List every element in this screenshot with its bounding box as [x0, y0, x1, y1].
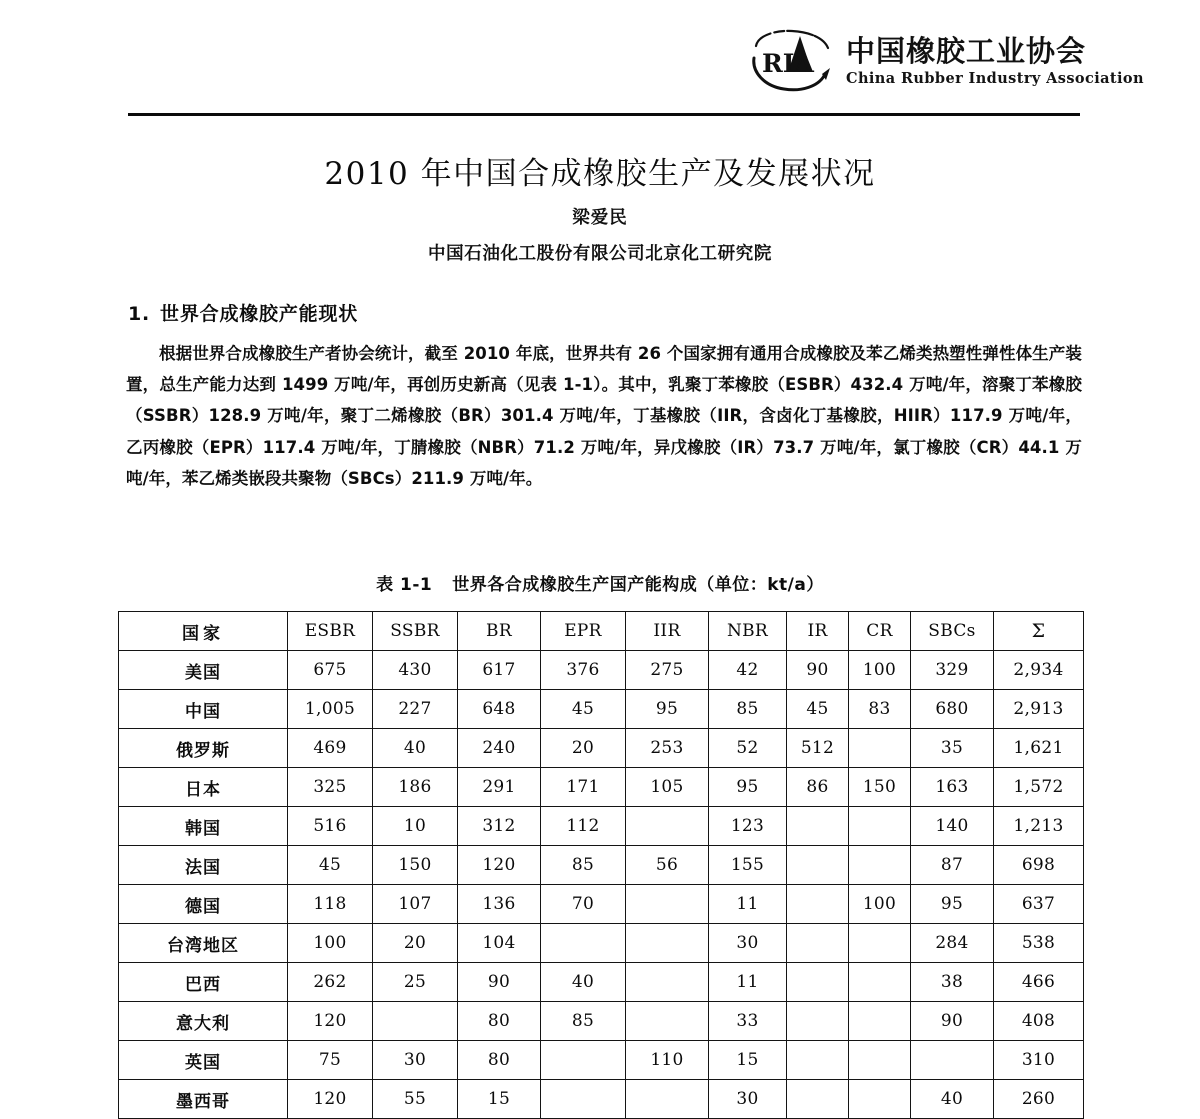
column-header-iir: IIR [626, 612, 709, 651]
ria-monogram-logo-icon [748, 28, 840, 94]
cell-value: 284 [911, 924, 994, 963]
cell-value: 1,213 [994, 807, 1084, 846]
cell-country: 英国 [119, 1041, 288, 1080]
cell-value: 25 [373, 963, 458, 1002]
cell-value: 240 [458, 729, 541, 768]
cell-value: 85 [541, 1002, 626, 1041]
cell-value: 680 [911, 690, 994, 729]
cell-value: 120 [288, 1080, 373, 1119]
cell-value [626, 1002, 709, 1041]
cell-country: 日本 [119, 768, 288, 807]
cell-value: 325 [288, 768, 373, 807]
cell-value: 70 [541, 885, 626, 924]
cell-value [626, 1080, 709, 1119]
cell-value: 430 [373, 651, 458, 690]
table-row [119, 651, 1084, 690]
cell-value: 30 [709, 924, 787, 963]
table-row [119, 885, 1084, 924]
cell-value: 38 [911, 963, 994, 1002]
cell-value [849, 807, 911, 846]
cell-value: 20 [541, 729, 626, 768]
cell-value [787, 885, 849, 924]
cell-value [849, 1041, 911, 1080]
cell-value: 87 [911, 846, 994, 885]
cell-value: 45 [787, 690, 849, 729]
cell-value: 100 [849, 885, 911, 924]
cell-value: 140 [911, 807, 994, 846]
cell-value: 2,913 [994, 690, 1084, 729]
cell-value: 100 [288, 924, 373, 963]
cell-value: 512 [787, 729, 849, 768]
cell-value: 30 [373, 1041, 458, 1080]
cell-value [541, 1041, 626, 1080]
cell-value: 469 [288, 729, 373, 768]
cell-value: 95 [626, 690, 709, 729]
cell-country: 美国 [119, 651, 288, 690]
cell-value: 112 [541, 807, 626, 846]
table-row [119, 1002, 1084, 1041]
cell-country: 中国 [119, 690, 288, 729]
cell-value: 698 [994, 846, 1084, 885]
cell-value [787, 846, 849, 885]
column-header-epr: EPR [541, 612, 626, 651]
table-caption-title: 世界各合成橡胶生产国产能构成（单位：kt/a） [452, 575, 824, 595]
document-affiliation: 中国石油化工股份有限公司北京化工研究院 [428, 244, 772, 264]
cell-value: 11 [709, 885, 787, 924]
table-row [119, 1080, 1084, 1119]
org-name-cn: 中国橡胶工业协会 [846, 33, 1087, 68]
masthead [748, 24, 1144, 98]
table-row [119, 807, 1084, 846]
cell-value: 637 [994, 885, 1084, 924]
cell-value: 20 [373, 924, 458, 963]
cell-value: 40 [541, 963, 626, 1002]
cell-value: 30 [709, 1080, 787, 1119]
cell-value [541, 1080, 626, 1119]
cell-value [787, 1002, 849, 1041]
cell-country: 台湾地区 [119, 924, 288, 963]
cell-value: 262 [288, 963, 373, 1002]
cell-value: 10 [373, 807, 458, 846]
cell-value [626, 924, 709, 963]
cell-value: 90 [911, 1002, 994, 1041]
cell-value: 11 [709, 963, 787, 1002]
table-head [119, 612, 1084, 651]
cell-value [849, 729, 911, 768]
cell-value: 1,572 [994, 768, 1084, 807]
cell-value: 95 [911, 885, 994, 924]
column-header-country: 国家 [119, 612, 288, 651]
table-row [119, 924, 1084, 963]
header-divider-rule [128, 113, 1080, 116]
cell-value: 100 [849, 651, 911, 690]
cell-value [849, 963, 911, 1002]
cell-value: 120 [458, 846, 541, 885]
column-header-ir: IR [787, 612, 849, 651]
cell-value: 45 [541, 690, 626, 729]
cell-value: 85 [709, 690, 787, 729]
cell-value: 155 [709, 846, 787, 885]
cell-value [849, 1080, 911, 1119]
cell-value: 163 [911, 768, 994, 807]
capacity-table-container [118, 611, 1083, 1119]
cell-value: 150 [849, 768, 911, 807]
cell-country: 巴西 [119, 963, 288, 1002]
cell-value: 15 [458, 1080, 541, 1119]
column-header-sbcs: SBCs [911, 612, 994, 651]
cell-country: 德国 [119, 885, 288, 924]
cell-value: 253 [626, 729, 709, 768]
cell-value: 466 [994, 963, 1084, 1002]
column-header-esbr: ESBR [288, 612, 373, 651]
table-row [119, 768, 1084, 807]
cell-value: 75 [288, 1041, 373, 1080]
cell-value: 90 [787, 651, 849, 690]
cell-value: 90 [458, 963, 541, 1002]
table-row [119, 846, 1084, 885]
cell-value: 56 [626, 846, 709, 885]
column-header-total: Σ [994, 612, 1084, 651]
section-paragraph: 根据世界合成橡胶生产者协会统计，截至 2010 年底，世界共有 26 个国家拥有通用合成橡胶及苯乙烯类热塑性弹性体生产装置，总生产能力达到 1499 万吨/年，再创历史新高（见表 1-1）。其中，乳聚丁苯橡胶（ESBR）432.4 万吨/年，溶聚丁苯橡胶（SSBR）128.9 万吨/年，聚丁二烯橡胶（BR）301.4 万吨/年，丁基橡胶（IIR，含卤化丁基橡胶，HIIR）117.9 万吨/年，乙丙橡胶（EPR）117.4 万吨/年，丁腈橡胶（NBR）71.2 万吨/年，异戊橡胶（IR）73.7 万吨/年，氯丁橡胶（CR）44.1 万吨/年，苯乙烯类嵌段共聚物（SBCs）211.9 万吨/年。 [126, 344, 1082, 488]
cell-value: 104 [458, 924, 541, 963]
cell-value: 40 [373, 729, 458, 768]
cell-value: 1,005 [288, 690, 373, 729]
cell-value [849, 846, 911, 885]
cell-value: 2,934 [994, 651, 1084, 690]
org-name-en: China Rubber Industry Association [846, 70, 1144, 88]
section-heading-text: 世界合成橡胶产能现状 [160, 303, 359, 325]
cell-value [787, 1080, 849, 1119]
cell-value: 617 [458, 651, 541, 690]
cell-value [911, 1041, 994, 1080]
cell-value: 42 [709, 651, 787, 690]
cell-value: 312 [458, 807, 541, 846]
cell-value [626, 963, 709, 1002]
cell-value: 95 [709, 768, 787, 807]
cell-value [787, 924, 849, 963]
cell-value: 33 [709, 1002, 787, 1041]
column-header-cr: CR [849, 612, 911, 651]
cell-value: 45 [288, 846, 373, 885]
cell-value: 376 [541, 651, 626, 690]
cell-country: 俄罗斯 [119, 729, 288, 768]
cell-value: 120 [288, 1002, 373, 1041]
cell-value [849, 1002, 911, 1041]
cell-value: 186 [373, 768, 458, 807]
cell-value: 80 [458, 1002, 541, 1041]
column-header-ssbr: SSBR [373, 612, 458, 651]
table-body [119, 651, 1084, 1119]
cell-value: 538 [994, 924, 1084, 963]
table-row [119, 963, 1084, 1002]
cell-value: 516 [288, 807, 373, 846]
column-header-br: BR [458, 612, 541, 651]
table-row [119, 690, 1084, 729]
cell-value [626, 885, 709, 924]
cell-value: 105 [626, 768, 709, 807]
cell-value: 83 [849, 690, 911, 729]
column-header-nbr: NBR [709, 612, 787, 651]
cell-value [849, 924, 911, 963]
cell-value: 55 [373, 1080, 458, 1119]
capacity-table [118, 611, 1084, 1119]
cell-country: 墨西哥 [119, 1080, 288, 1119]
cell-value: 86 [787, 768, 849, 807]
cell-country: 意大利 [119, 1002, 288, 1041]
table-row [119, 729, 1084, 768]
cell-value [787, 807, 849, 846]
document-author: 梁爱民 [572, 208, 628, 228]
table-caption [0, 570, 1200, 595]
table-caption-label: 表 1-1 [376, 575, 433, 595]
cell-value: 275 [626, 651, 709, 690]
masthead-wordmark [846, 35, 1144, 88]
cell-value: 15 [709, 1041, 787, 1080]
section-number: 1. [128, 303, 151, 325]
cell-value: 408 [994, 1002, 1084, 1041]
cell-value: 136 [458, 885, 541, 924]
cell-value: 52 [709, 729, 787, 768]
cell-value: 1,621 [994, 729, 1084, 768]
cell-value [787, 1041, 849, 1080]
cell-value: 291 [458, 768, 541, 807]
cell-value: 85 [541, 846, 626, 885]
cell-value: 80 [458, 1041, 541, 1080]
cell-value: 675 [288, 651, 373, 690]
cell-value: 171 [541, 768, 626, 807]
cell-value [373, 1002, 458, 1041]
cell-value [541, 924, 626, 963]
cell-value: 123 [709, 807, 787, 846]
cell-value: 118 [288, 885, 373, 924]
cell-country: 韩国 [119, 807, 288, 846]
cell-country: 法国 [119, 846, 288, 885]
cell-value: 110 [626, 1041, 709, 1080]
cell-value: 40 [911, 1080, 994, 1119]
cell-value: 329 [911, 651, 994, 690]
svg-text:RIA: RIA [762, 49, 814, 78]
cell-value: 260 [994, 1080, 1084, 1119]
cell-value: 35 [911, 729, 994, 768]
cell-value: 310 [994, 1041, 1084, 1080]
table-row [119, 1041, 1084, 1080]
cell-value: 648 [458, 690, 541, 729]
section-heading [128, 299, 358, 326]
cell-value: 227 [373, 690, 458, 729]
table-header-row [119, 612, 1084, 651]
cell-value [626, 807, 709, 846]
page-title: 2010 年中国合成橡胶生产及发展状况 [324, 156, 876, 192]
cell-value: 107 [373, 885, 458, 924]
cell-value: 150 [373, 846, 458, 885]
cell-value [787, 963, 849, 1002]
